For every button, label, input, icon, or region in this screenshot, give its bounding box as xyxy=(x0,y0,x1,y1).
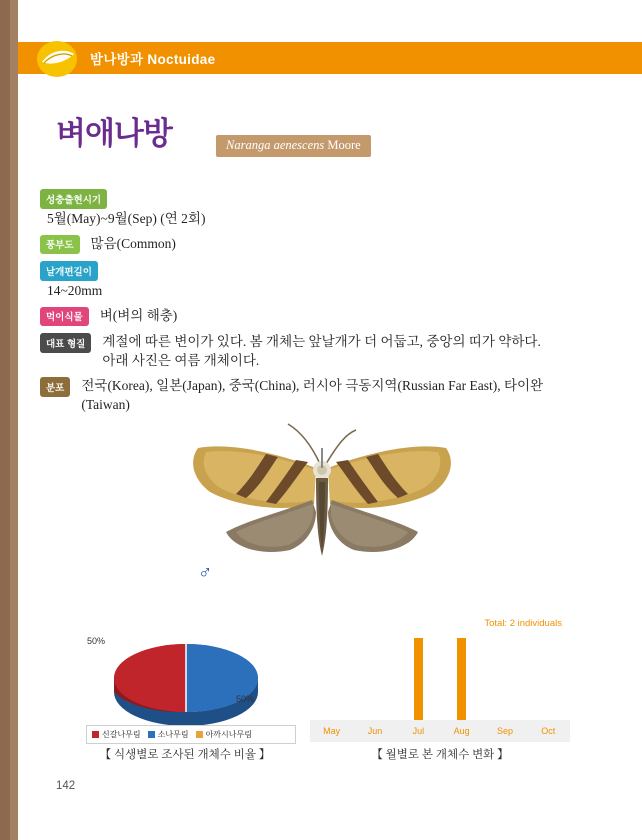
info-row-abundance xyxy=(40,234,600,255)
info-tag: 성충출현시기 xyxy=(40,189,107,209)
legend-swatch-icon xyxy=(196,731,203,738)
info-value: 5월(May)~9월(Sep) (연 2회) xyxy=(47,210,206,226)
info-value-line2: (Taiwan) xyxy=(81,397,130,412)
bar-chart-annotation: Total: 2 individuals xyxy=(484,618,562,629)
sex-symbol: ♂ xyxy=(198,562,213,583)
info-value-line2: 아래 사진은 여름 개체이다. xyxy=(102,353,260,368)
axis-tick-label: May xyxy=(323,726,341,736)
info-row-flight-period xyxy=(40,188,600,228)
pie-chart-block xyxy=(70,620,300,760)
name-authority: Moore xyxy=(327,138,361,152)
info-value: 벼(벼의 해충) xyxy=(99,307,178,323)
info-value-line1: 전국(Korea), 일본(Japan), 중국(China), 러시아 극동지역(Russian Far East), 타이완 xyxy=(81,378,544,393)
specimen-photo xyxy=(170,408,470,588)
scientific-name-chip xyxy=(216,135,371,157)
info-row-wingspan xyxy=(40,260,600,300)
pie-value-label-left: 50% xyxy=(87,636,106,646)
axis-tick-label: Oct xyxy=(541,726,556,736)
axis-tick-label: Sep xyxy=(496,726,513,736)
info-value: 많음(Common) xyxy=(90,235,176,251)
family-label: 밤나방과 Noctuidae xyxy=(90,52,216,67)
pie-chart-caption: 【 식생별로 조사된 개체수 비율 】 xyxy=(99,749,271,761)
pie-chart xyxy=(110,630,262,726)
info-tag: 풍부도 xyxy=(40,235,80,255)
page-edge-bar-inner xyxy=(10,0,18,840)
bar-column xyxy=(440,635,483,720)
legend-item xyxy=(92,729,141,740)
legend-item xyxy=(148,729,189,740)
info-row-diagnosis xyxy=(40,332,600,370)
legend-item xyxy=(196,729,252,740)
scientific-name: Naranga aenescens xyxy=(226,138,325,152)
page-number: 142 xyxy=(56,780,76,792)
legend-swatch-icon xyxy=(92,731,99,738)
pie-value-label-right: 50% xyxy=(236,694,255,704)
bar-column xyxy=(310,635,353,720)
legend-label: 신갈나무림 xyxy=(102,730,141,739)
bar-chart-block xyxy=(300,605,580,760)
page-title: 벼애나방 xyxy=(56,116,172,151)
info-value-line1: 계절에 따른 변이가 있다. 봄 개체는 앞날개가 더 어둡고, 중앙의 띠가 약하다. xyxy=(102,334,541,349)
info-tag: 날개편길이 xyxy=(40,261,98,281)
bar-column xyxy=(353,635,396,720)
info-value: 14~20mm xyxy=(47,282,103,298)
page-edge-bar xyxy=(0,0,18,840)
info-tag: 분포 xyxy=(40,377,70,397)
bar-series xyxy=(310,635,570,720)
axis-tick-label: Aug xyxy=(453,726,470,736)
bar-column xyxy=(483,635,526,720)
info-value xyxy=(102,332,572,370)
legend-swatch-icon xyxy=(148,731,155,738)
axis-tick-label: Jun xyxy=(367,726,383,736)
legend-label: 아까시나무림 xyxy=(205,730,252,739)
legend-label: 소나무림 xyxy=(157,730,189,739)
bar-column xyxy=(527,635,570,720)
bar-chart-plot xyxy=(310,635,570,720)
info-tag: 먹이식물 xyxy=(40,307,89,327)
bar-column xyxy=(397,635,440,720)
moth-icon xyxy=(36,40,80,78)
info-tag: 대표 형질 xyxy=(40,333,91,353)
axis-tick-label: Jul xyxy=(412,726,425,736)
info-row-host-plant xyxy=(40,306,600,327)
info-table xyxy=(40,188,600,420)
pie-legend xyxy=(86,725,296,744)
bar-chart-axis xyxy=(310,720,570,742)
bar-chart-caption: 【 월별로 본 개체수 변화 】 xyxy=(371,749,509,761)
